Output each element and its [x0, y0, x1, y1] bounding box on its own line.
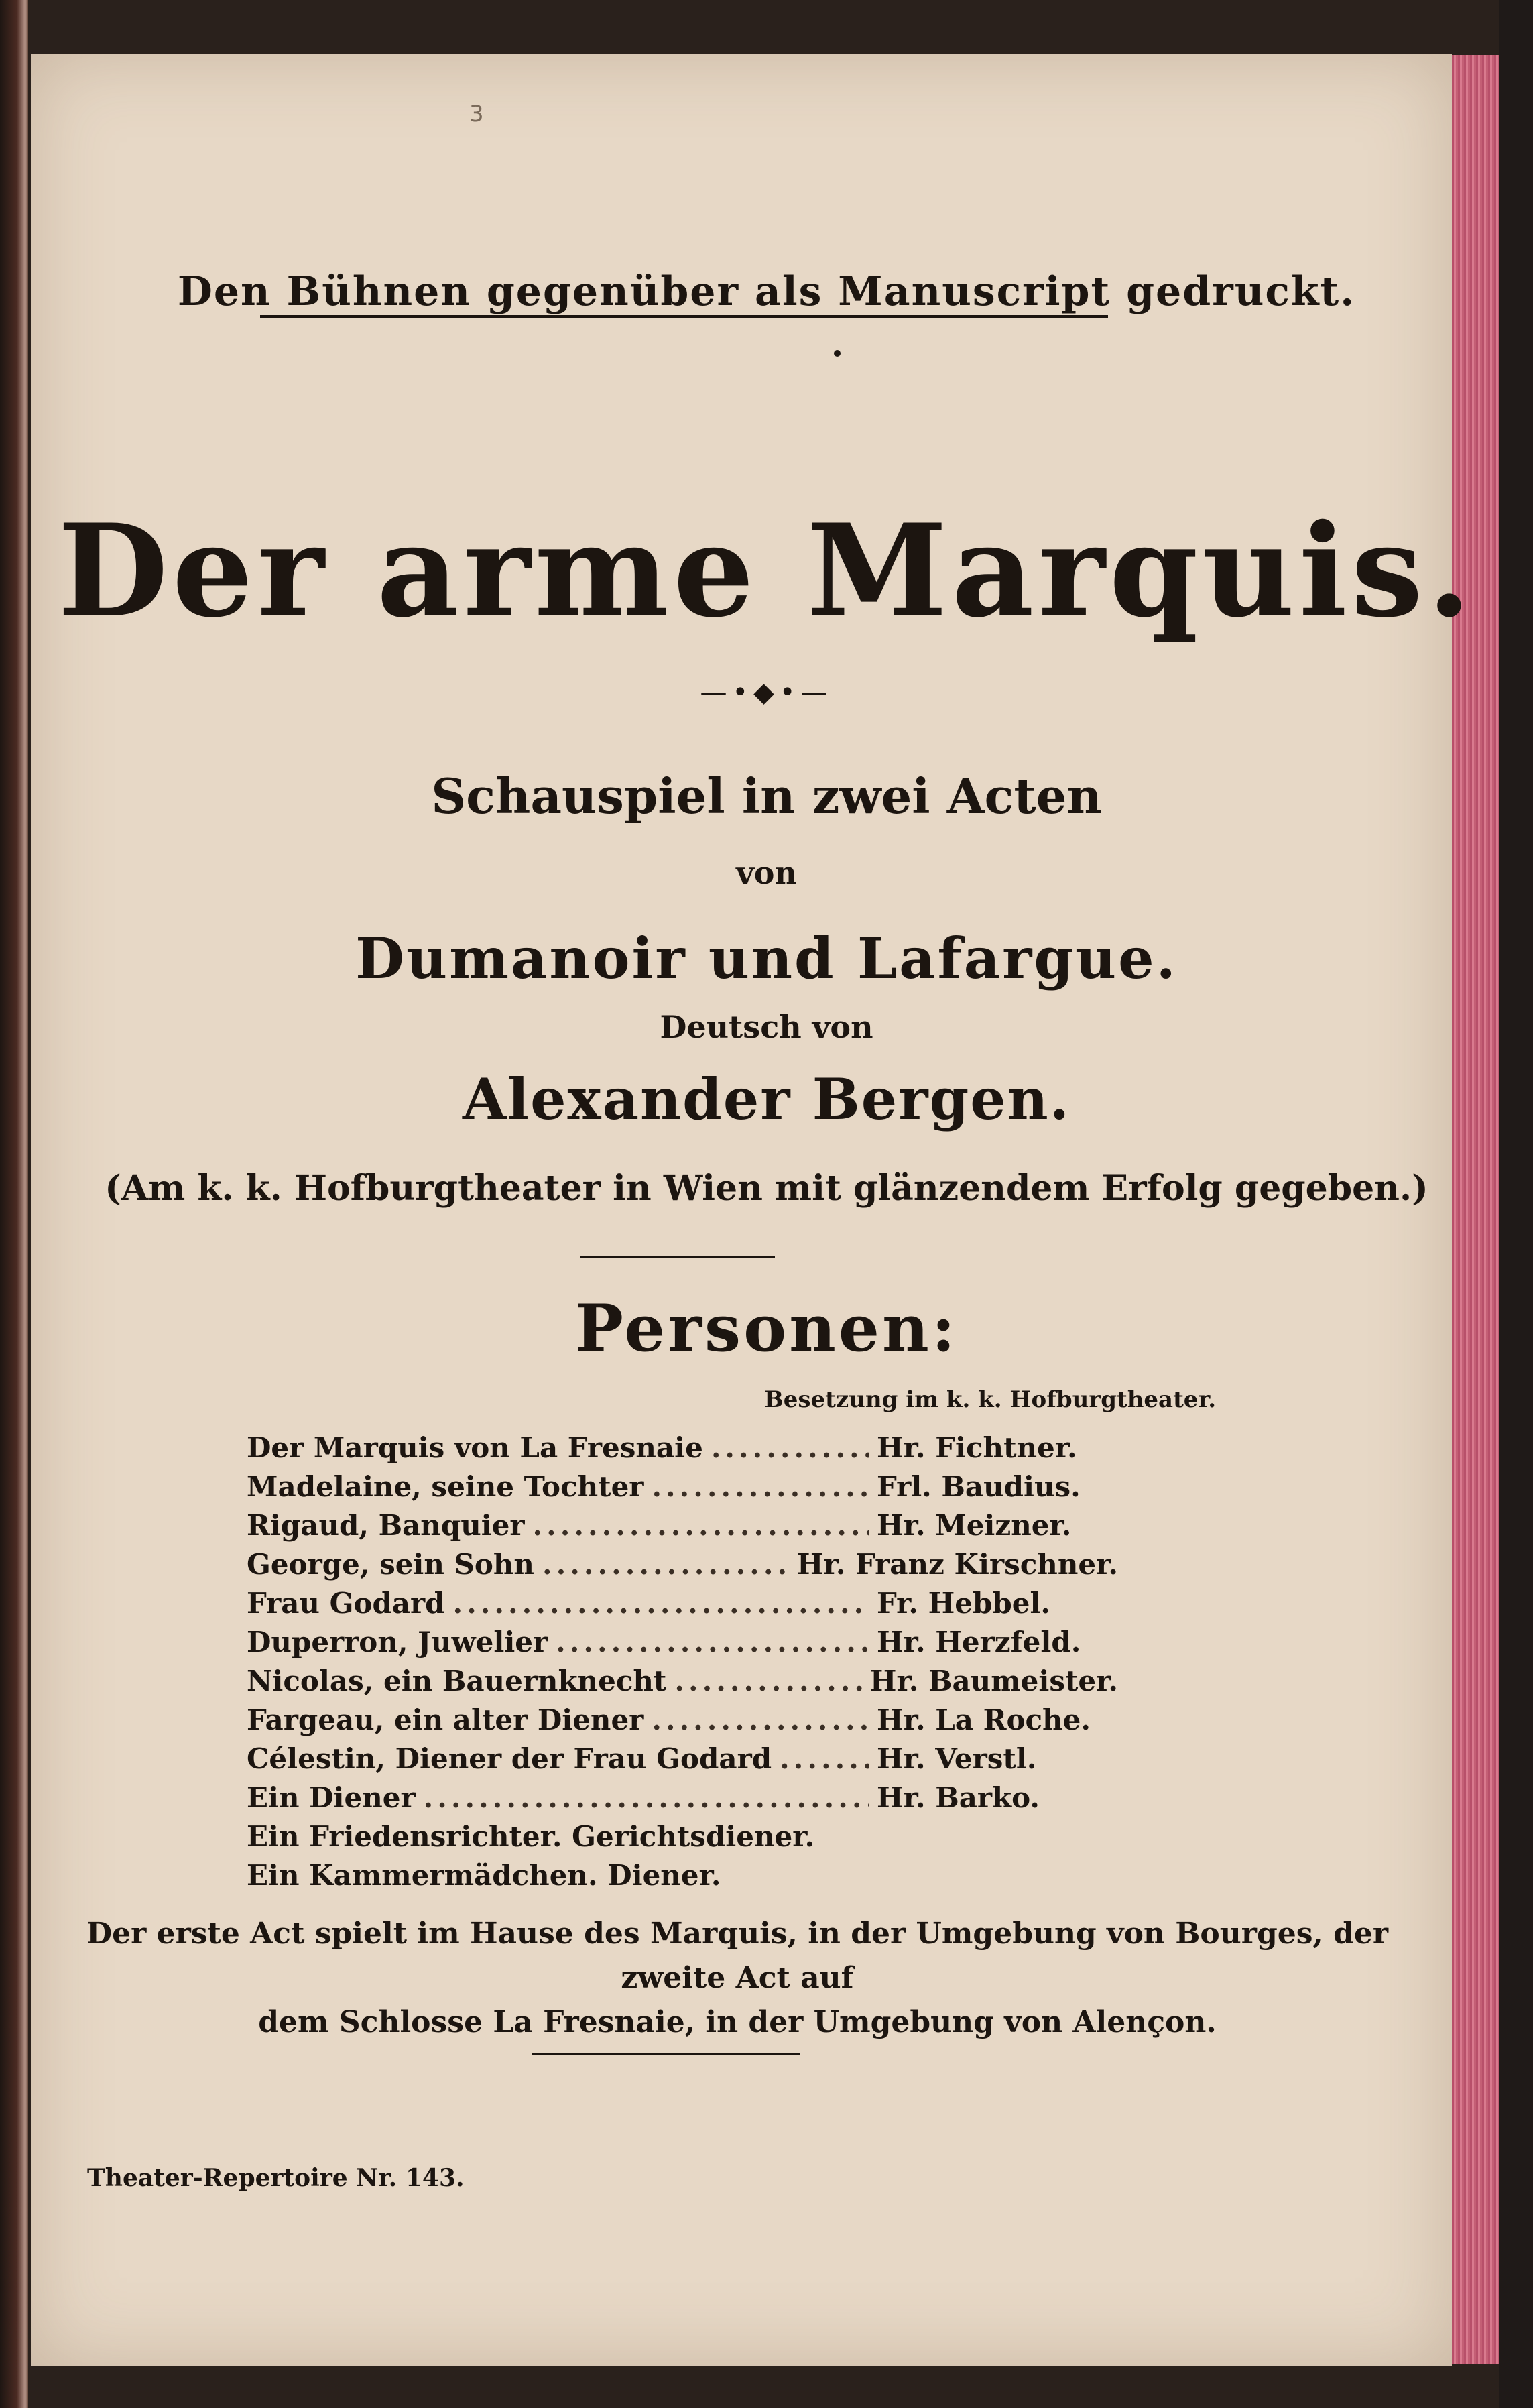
- cast-role: Nicolas, ein Bauernknecht: [247, 1665, 667, 1697]
- cast-actor: Hr. Baumeister.: [869, 1665, 1118, 1697]
- cast-leader-dots: [533, 1509, 869, 1542]
- translation-label: Deutsch von: [660, 1009, 873, 1045]
- cast-role: Fargeau, ein alter Diener: [247, 1703, 644, 1736]
- cast-row: [247, 1470, 1118, 1509]
- cast-row: [247, 1859, 1118, 1898]
- cast-leader-dots: [556, 1626, 869, 1659]
- von-label: von: [736, 855, 797, 891]
- cast-row: [247, 1781, 1118, 1820]
- translator: Alexander Bergen.: [463, 1066, 1070, 1132]
- cast-row: [247, 1742, 1118, 1781]
- cast-role: Der Marquis von La Fresnaie: [247, 1431, 703, 1464]
- cast-leader-dots: [652, 1470, 869, 1503]
- setting-line-2: dem Schlosse La Fresnaie, in der Umgebung von Alençon.: [258, 2005, 1217, 2039]
- manuscript-note: Den Bühnen gegenüber als Manuscript gedruckt.: [177, 268, 1356, 315]
- cast-row: [247, 1703, 1118, 1742]
- cast-role: Ein Friedensrichter. Gerichtsdiener.: [247, 1820, 815, 1853]
- cast-row: [247, 1587, 1118, 1626]
- cast-leader-dots: [453, 1587, 869, 1620]
- cast-row: [247, 1431, 1118, 1470]
- cast-role: Madelaine, seine Tochter: [247, 1470, 644, 1503]
- cast-actor: Hr. Barko.: [877, 1781, 1040, 1814]
- cast-actor: Hr. Franz Kirschner.: [796, 1548, 1118, 1581]
- play-title: Der arme Marquis.: [58, 496, 1475, 646]
- cast-actor: Hr. Fichtner.: [877, 1431, 1077, 1464]
- cast-leader-dots: [652, 1703, 869, 1736]
- cast-list: [247, 1431, 1118, 1898]
- cast-leader-dots: [780, 1742, 869, 1775]
- cast-row: [247, 1665, 1118, 1703]
- cast-actor: Fr. Hebbel.: [877, 1587, 1051, 1620]
- cast-role: Duperron, Juwelier: [247, 1626, 548, 1659]
- cast-actor: Frl. Baudius.: [877, 1470, 1081, 1503]
- title-ornament: —•◆•—: [700, 677, 833, 708]
- cast-row: [247, 1626, 1118, 1665]
- cast-actor: Hr. Herzfeld.: [877, 1626, 1081, 1659]
- header-rule: [260, 315, 1108, 318]
- section-rule: [580, 1256, 775, 1258]
- authors: Dumanoir und Lafargue.: [355, 925, 1178, 991]
- cast-row: [247, 1548, 1118, 1587]
- setting-description: [67, 1912, 1408, 2045]
- cast-leader-dots: [424, 1781, 869, 1814]
- cast-actor: Hr. Meizner.: [877, 1509, 1072, 1542]
- cast-row: [247, 1820, 1118, 1859]
- cast-role: Ein Kammermädchen. Diener.: [247, 1859, 721, 1892]
- cast-role: Ein Diener: [247, 1781, 416, 1814]
- closing-rule: [532, 2053, 800, 2055]
- cast-actor: Hr. La Roche.: [877, 1703, 1091, 1736]
- performance-note: (Am k. k. Hofburgtheater in Wien mit glänzendem Erfolg gegeben.): [105, 1168, 1428, 1209]
- cast-actor: Hr. Verstl.: [877, 1742, 1037, 1775]
- play-subtitle: Schauspiel in zwei Acten: [431, 768, 1102, 825]
- cast-leader-dots: [711, 1431, 869, 1464]
- cast-leader-dots: [674, 1665, 861, 1697]
- series-footer: Theater-Repertoire Nr. 143.: [87, 2164, 465, 2192]
- cast-role: George, sein Sohn: [247, 1548, 534, 1581]
- red-page-edge: [1452, 55, 1499, 2364]
- cast-role: Célestin, Diener der Frau Godard: [247, 1742, 772, 1775]
- cast-heading: Besetzung im k. k. Hofburgtheater.: [764, 1386, 1217, 1413]
- pencil-page-mark: 3: [469, 101, 484, 127]
- cast-row: [247, 1509, 1118, 1548]
- cast-role: Frau Godard: [247, 1587, 445, 1620]
- cast-leader-dots: [542, 1548, 789, 1581]
- cast-role: Rigaud, Banquier: [247, 1509, 525, 1542]
- header-dot: [834, 350, 841, 357]
- personen-heading: Personen:: [574, 1290, 959, 1366]
- setting-line-1: Der erste Act spielt im Hause des Marquis, in der Umgebung von Bourges, der zweite Act auf: [86, 1917, 1389, 1995]
